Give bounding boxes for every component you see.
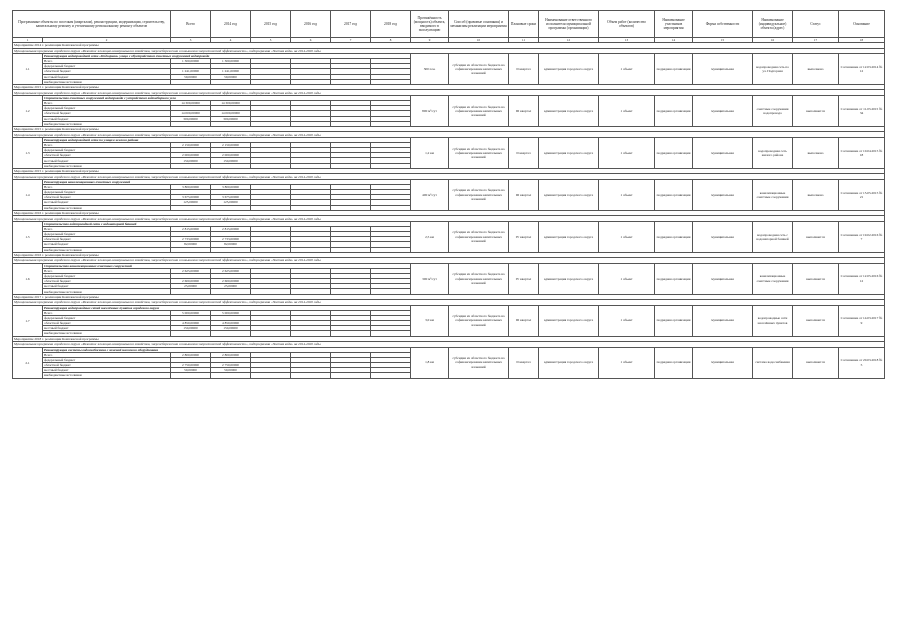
item-status: выполняется	[793, 305, 839, 336]
item-ownership: муниципальная	[693, 305, 753, 336]
financing-total: 4 850,00000	[171, 321, 211, 326]
item-executor: администрация городского округа	[539, 347, 599, 378]
financing-total: 5 000,00000	[171, 310, 211, 315]
financing-2014: 14 000,00000	[211, 111, 251, 116]
header-cell: Плановые сроки	[509, 11, 539, 38]
item-title: Реконструкция водопроводной сети по улицам жилого района	[43, 137, 411, 142]
item-volume: 1 объект	[599, 137, 655, 168]
financing-total: 1 300,00000	[171, 59, 211, 64]
item-method: субсидии из областного бюджета на софинансирование капитальных вложений	[449, 137, 509, 168]
section-heading: Мероприятие 2015 г. реализации Комплексной программы	[13, 126, 885, 132]
item-title: Реконструкция водопроводной сети «Подгорная» улица с обустройством очистных сооружений водопровода	[43, 54, 411, 59]
header-cell: Наименование ответственного исполнителя муниципальной программы (организации)	[539, 11, 599, 38]
financing-2014: 14 300,00000	[211, 100, 251, 105]
financing-2014: 300,00000	[211, 116, 251, 121]
financing-year-empty	[291, 373, 331, 378]
financing-year-empty	[371, 373, 411, 378]
financing-total: 50,00000	[171, 368, 211, 373]
item-ownership: муниципальная	[693, 137, 753, 168]
program-name: Муниципальная программа городского округа «Развитие жилищно-коммунального хозяйства, энергосбережения и повышения энергетической эффективности», подпрограмма «Чистая вода» на 2014-2020 годы	[13, 342, 885, 348]
item-volume: 1 объект	[599, 95, 655, 126]
item-status: выполнено	[793, 54, 839, 85]
item-length: 300 п.м.	[411, 54, 449, 85]
item-basis: Соглашение от 11.03.2015 № 34	[839, 95, 885, 126]
financing-2014: 59,00000	[211, 74, 251, 79]
item-title-row	[13, 305, 885, 310]
financing-total: 2 750,00000	[171, 362, 211, 367]
item-participant: подрядная организация	[655, 263, 693, 294]
financing-2014: 2 800,00000	[211, 352, 251, 357]
financing-2014: 1 300,00000	[211, 59, 251, 64]
financing-source: Всего	[43, 310, 171, 315]
item-participant: подрядная организация	[655, 347, 693, 378]
financing-2014: 3 800,00000	[211, 184, 251, 189]
item-number: 1.5	[13, 221, 43, 252]
item-title: Реконструкция канализационных очистных сооружений	[43, 179, 411, 184]
financing-source: федеральный бюджет	[43, 106, 171, 111]
item-executor: администрация городского округа	[539, 221, 599, 252]
item-length: 800 м³/сут	[411, 95, 449, 126]
item-term: III квартал	[509, 95, 539, 126]
item-volume: 1 объект	[599, 54, 655, 85]
column-number: 9	[411, 38, 449, 43]
program-name: Муниципальная программа городского округа «Развитие жилищно-коммунального хозяйства, энергосбережения и повышения энергетической эффективности», подпрограмма «Чистая вода» на 2014-2020 годы	[13, 132, 885, 138]
column-number: 1	[13, 38, 43, 43]
item-title: Строительство канализационных очистных сооружений	[43, 263, 411, 268]
financing-total: 2 000,00000	[171, 153, 211, 158]
item-term: II квартал	[509, 347, 539, 378]
item-title-row	[13, 347, 885, 352]
financing-source: внебюджетные источники	[43, 205, 171, 210]
item-executor: администрация городского округа	[539, 95, 599, 126]
column-number: 7	[331, 38, 371, 43]
item-status: выполняется	[793, 221, 839, 252]
item-length: 300 м³/сут	[411, 263, 449, 294]
item-basis: Соглашение от 12.03.2014 № 12	[839, 54, 885, 85]
item-method: субсидии из областного бюджета на софинансирование капитальных вложений	[449, 347, 509, 378]
header-cell: Всего	[171, 11, 211, 38]
item-object: водопроводная сеть жилого района	[753, 137, 793, 168]
column-number: 4	[211, 38, 251, 43]
financing-source: местный бюджет	[43, 368, 171, 373]
financing-source: областной бюджет	[43, 69, 171, 74]
financing-2014: 3 675,00000	[211, 195, 251, 200]
item-ownership: муниципальная	[693, 179, 753, 210]
section-heading: Мероприятие 2015 г. реализации Комплексной программы	[13, 168, 885, 174]
item-executor: администрация городского округа	[539, 179, 599, 210]
header-cell: Наименование (индивидуальное) объекта (адрес)	[753, 11, 793, 38]
item-object: очистные сооружения водопровода	[753, 95, 793, 126]
financing-total: 2 815,00000	[171, 226, 211, 231]
financing-total	[171, 373, 211, 378]
program-name: Муниципальная программа городского округа «Развитие жилищно-коммунального хозяйства, энергосбережения и повышения энергетической эффективности», подпрограмма «Чистая вода» на 2014-2020 годы	[13, 48, 885, 54]
item-basis: Соглашение от 20.03.2018 № 5	[839, 347, 885, 378]
financing-year-empty	[331, 373, 371, 378]
financing-2014: 2 150,00000	[211, 142, 251, 147]
financing-source: Всего	[43, 184, 171, 189]
financing-source: федеральный бюджет	[43, 148, 171, 153]
header-cell: Основание	[839, 11, 885, 38]
header-cell: Наименование участников мероприятия	[655, 11, 693, 38]
financing-source: областной бюджет	[43, 237, 171, 242]
header-cell: Статус	[793, 11, 839, 38]
column-number: 18	[839, 38, 885, 43]
item-title-row	[13, 95, 885, 100]
item-method: субсидии из областного бюджета на софинансирование капитальных вложений	[449, 54, 509, 85]
program-name: Муниципальная программа городского округа «Развитие жилищно-коммунального хозяйства, энергосбережения и повышения энергетической эффективности», подпрограмма «Чистая вода» на 2014-2020 годы	[13, 300, 885, 306]
financing-source: местный бюджет	[43, 74, 171, 79]
section-heading: Мероприятие 2014 г. реализации Комплексной программы	[13, 43, 885, 49]
column-number: 11	[509, 38, 539, 43]
item-ownership: муниципальная	[693, 221, 753, 252]
financing-total: 125,00000	[171, 200, 211, 205]
financing-total: 150,00000	[171, 326, 211, 331]
financing-source: местный бюджет	[43, 242, 171, 247]
header-cell: Объем работ (количество объектов)	[599, 11, 655, 38]
item-number: 1.3	[13, 137, 43, 168]
item-volume: 1 объект	[599, 179, 655, 210]
header-cell: Программные объекты по поселкам (кварталам), реконструкции, модернизации, строительству, капитальному ремонту и утепленному региональному ремонту объектов	[13, 11, 171, 38]
item-executor: администрация городского округа	[539, 263, 599, 294]
item-title-row	[13, 54, 885, 59]
item-term: IV квартал	[509, 263, 539, 294]
item-volume: 1 объект	[599, 263, 655, 294]
section-heading: Мероприятие 2018 г. реализации Комплексной программы	[13, 336, 885, 342]
financing-source: федеральный бюджет	[43, 190, 171, 195]
item-method: субсидии из областного бюджета на софинансирование капитальных вложений	[449, 221, 509, 252]
item-length: 400 м³/сут	[411, 179, 449, 210]
program-name: Муниципальная программа городского округа «Развитие жилищно-коммунального хозяйства, энергосбережения и повышения энергетической эффективности», подпрограмма «Чистая вода» на 2014-2020 годы	[13, 174, 885, 180]
program-table	[12, 10, 885, 379]
item-title: Строительство водопроводной сети с водонапорной башней	[43, 221, 411, 226]
item-method: субсидии из областного бюджета на софинансирование капитальных вложений	[449, 95, 509, 126]
financing-source: областной бюджет	[43, 195, 171, 200]
program-name: Муниципальная программа городского округа «Развитие жилищно-коммунального хозяйства, энергосбережения и повышения энергетической эффективности», подпрограмма «Чистая вода» на 2014-2020 годы	[13, 90, 885, 96]
financing-source: областной бюджет	[43, 279, 171, 284]
column-number: 17	[793, 38, 839, 43]
financing-2014: 2 625,00000	[211, 268, 251, 273]
header-row	[13, 11, 885, 38]
financing-source: областной бюджет	[43, 362, 171, 367]
financing-source: Всего	[43, 142, 171, 147]
financing-source: внебюджетные источники	[43, 373, 171, 378]
column-number: 10	[449, 38, 509, 43]
program-name: Муниципальная программа городского округа «Развитие жилищно-коммунального хозяйства, энергосбережения и повышения энергетической эффективности», подпрограмма «Чистая вода» на 2014-2020 годы	[13, 216, 885, 222]
section-heading: Мероприятие 2015 г. реализации Комплексной программы	[13, 84, 885, 90]
header-cell: 2015 год	[251, 11, 291, 38]
item-executor: администрация городского округа	[539, 305, 599, 336]
item-length: 2,5 км	[411, 221, 449, 252]
item-ownership: муниципальная	[693, 95, 753, 126]
header-cell: 2016 год	[291, 11, 331, 38]
item-status: выполнено	[793, 137, 839, 168]
financing-source: местный бюджет	[43, 326, 171, 331]
financing-total: 1 241,00000	[171, 69, 211, 74]
header-cell: 2014 год	[211, 11, 251, 38]
item-term: II квартал	[509, 137, 539, 168]
financing-total: 3 800,00000	[171, 184, 211, 189]
item-volume: 1 объект	[599, 347, 655, 378]
column-number: 13	[599, 38, 655, 43]
financing-2014: 2 815,00000	[211, 226, 251, 231]
financing-source: внебюджетные источники	[43, 163, 171, 168]
header-cell: Форма собственности	[693, 11, 753, 38]
financing-total: 14 300,00000	[171, 100, 211, 105]
financing-2014: 4 850,00000	[211, 321, 251, 326]
item-object: водопроводная сеть по ул. Подгорная	[753, 54, 793, 85]
item-participant: подрядная организация	[655, 54, 693, 85]
financing-total: 82,00000	[171, 242, 211, 247]
item-number: 1.4	[13, 179, 43, 210]
financing-source: внебюджетные источники	[43, 79, 171, 84]
item-object: водопроводная сеть с водонапорной башней	[753, 221, 793, 252]
item-number: 1.6	[13, 263, 43, 294]
financing-total: 2 625,00000	[171, 268, 211, 273]
column-number: 2	[43, 38, 171, 43]
item-participant: подрядная организация	[655, 179, 693, 210]
column-number: 16	[753, 38, 793, 43]
financing-source: Всего	[43, 59, 171, 64]
item-basis: Соглашение от 19.02.2016 № 7	[839, 221, 885, 252]
financing-total: 25,00000	[171, 284, 211, 289]
item-object: водопроводные сети населённых пунктов	[753, 305, 793, 336]
item-title: Строительство очистных сооружений водопровода с устройством водозаборного узла	[43, 95, 411, 100]
item-object: система водоснабжения	[753, 347, 793, 378]
item-term: III квартал	[509, 179, 539, 210]
financing-source: федеральный бюджет	[43, 231, 171, 236]
header-cell: 2017 год	[331, 11, 371, 38]
financing-source: федеральный бюджет	[43, 64, 171, 69]
item-ownership: муниципальная	[693, 263, 753, 294]
financing-2014: 5 000,00000	[211, 310, 251, 315]
item-participant: подрядная организация	[655, 95, 693, 126]
financing-2014: 2 750,00000	[211, 362, 251, 367]
document-sheet	[12, 10, 884, 379]
financing-2014: 150,00000	[211, 326, 251, 331]
item-term: III квартал	[509, 305, 539, 336]
item-ownership: муниципальная	[693, 54, 753, 85]
section-heading: Мероприятие 2016 г. реализации Комплексной программы	[13, 210, 885, 216]
header-cell: 2018 год	[371, 11, 411, 38]
financing-source: внебюджетные источники	[43, 289, 171, 294]
financing-source: внебюджетные источники	[43, 247, 171, 252]
item-executor: администрация городского округа	[539, 54, 599, 85]
table-body	[13, 11, 885, 379]
financing-source: федеральный бюджет	[43, 273, 171, 278]
financing-source: внебюджетные источники	[43, 121, 171, 126]
item-status: выполняется	[793, 347, 839, 378]
column-number: 3	[171, 38, 211, 43]
financing-source: местный бюджет	[43, 116, 171, 121]
item-ownership: муниципальная	[693, 347, 753, 378]
financing-total: 2 733,00000	[171, 237, 211, 242]
financing-2014: 1 241,00000	[211, 69, 251, 74]
financing-2014	[211, 373, 251, 378]
column-number: 6	[291, 38, 331, 43]
financing-2014: 82,00000	[211, 242, 251, 247]
financing-2014: 125,00000	[211, 200, 251, 205]
financing-source: областной бюджет	[43, 153, 171, 158]
financing-source: федеральный бюджет	[43, 357, 171, 362]
item-basis: Соглашение от 12.05.2016 № 12	[839, 263, 885, 294]
item-participant: подрядная организация	[655, 305, 693, 336]
financing-2014: 2 600,00000	[211, 279, 251, 284]
item-participant: подрядная организация	[655, 137, 693, 168]
item-method: субсидии из областного бюджета на софинансирование капитальных вложений	[449, 179, 509, 210]
section-heading: Мероприятие 2016 г. реализации Комплексной программы	[13, 252, 885, 258]
item-title: Реконструкция водопроводных сетей населённых пунктов городского округа	[43, 305, 411, 310]
financing-source: Всего	[43, 100, 171, 105]
financing-total: 2 150,00000	[171, 142, 211, 147]
item-participant: подрядная организация	[655, 221, 693, 252]
item-status: выполнено	[793, 179, 839, 210]
item-number: 2.1	[13, 347, 43, 378]
header-cell: Способ (правовые основания) и механизмы реализации мероприятия	[449, 11, 509, 38]
item-length: 1,2 км	[411, 137, 449, 168]
financing-source: федеральный бюджет	[43, 315, 171, 320]
item-number: 1.7	[13, 305, 43, 336]
financing-source: областной бюджет	[43, 321, 171, 326]
financing-2014: 50,00000	[211, 368, 251, 373]
column-number: 5	[251, 38, 291, 43]
financing-source: областной бюджет	[43, 111, 171, 116]
item-number: 1.2	[13, 95, 43, 126]
item-title: Реконструкция системы водоснабжения с заменой насосного оборудования	[43, 347, 411, 352]
column-number: 12	[539, 38, 599, 43]
financing-source: внебюджетные источники	[43, 331, 171, 336]
financing-2014: 2 000,00000	[211, 153, 251, 158]
item-basis: Соглашение от 10.04.2015 № 18	[839, 137, 885, 168]
program-name: Муниципальная программа городского округа «Развитие жилищно-коммунального хозяйства, энергосбережения и повышения энергетической эффективности», подпрограмма «Чистая вода» на 2014-2020 годы	[13, 258, 885, 264]
item-status: выполняется	[793, 263, 839, 294]
item-term: IV квартал	[509, 221, 539, 252]
section-heading: Мероприятие 2017 г. реализации Комплексной программы	[13, 294, 885, 300]
financing-total: 14 000,00000	[171, 111, 211, 116]
financing-year-empty	[251, 373, 291, 378]
financing-total: 300,00000	[171, 116, 211, 121]
item-basis: Соглашение от 14.03.2017 № 9	[839, 305, 885, 336]
header-cell: Протяжённость (мощность) объекта, вводимого в эксплуатацию	[411, 11, 449, 38]
item-method: субсидии из областного бюджета на софинансирование капитальных вложений	[449, 305, 509, 336]
financing-source: Всего	[43, 352, 171, 357]
item-object: канализационные очистные сооружения	[753, 179, 793, 210]
item-basis: Соглашение от 15.05.2015 № 21	[839, 179, 885, 210]
item-executor: администрация городского округа	[539, 137, 599, 168]
financing-source: местный бюджет	[43, 200, 171, 205]
financing-2014: 25,00000	[211, 284, 251, 289]
financing-total: 3 675,00000	[171, 195, 211, 200]
column-number: 15	[693, 38, 753, 43]
financing-source: Всего	[43, 268, 171, 273]
financing-total: 59,00000	[171, 74, 211, 79]
column-number: 8	[371, 38, 411, 43]
column-number: 14	[655, 38, 693, 43]
financing-total: 150,00000	[171, 158, 211, 163]
financing-2014: 2 733,00000	[211, 237, 251, 242]
financing-total: 2 600,00000	[171, 279, 211, 284]
item-method: субсидии из областного бюджета на софинансирование капитальных вложений	[449, 263, 509, 294]
item-volume: 1 объект	[599, 221, 655, 252]
item-volume: 1 объект	[599, 305, 655, 336]
item-object: канализационные очистные сооружения	[753, 263, 793, 294]
financing-source: местный бюджет	[43, 284, 171, 289]
item-length: 1,8 км	[411, 347, 449, 378]
financing-source: Всего	[43, 226, 171, 231]
financing-2014: 150,00000	[211, 158, 251, 163]
item-status: выполняется	[793, 95, 839, 126]
item-term: II квартал	[509, 54, 539, 85]
financing-source: местный бюджет	[43, 158, 171, 163]
item-number: 1.1	[13, 54, 43, 85]
item-length: 3,0 км	[411, 305, 449, 336]
financing-total: 2 800,00000	[171, 352, 211, 357]
